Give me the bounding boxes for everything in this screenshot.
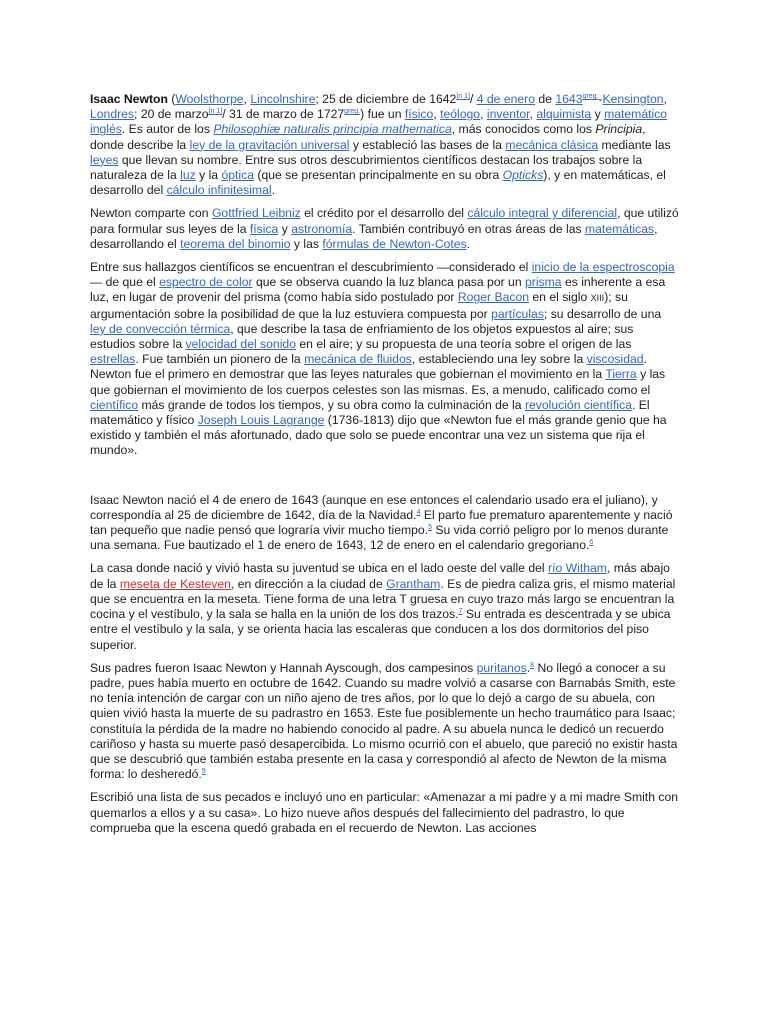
text-run: - <box>598 92 603 106</box>
text-run: . <box>466 236 471 251</box>
text-run: de <box>535 92 556 106</box>
wiki-link[interactable]: Woolsthorpe <box>175 92 244 106</box>
wiki-link[interactable]: viscosidad <box>586 352 644 367</box>
text-run: el crédito por el desarrollo del <box>300 206 468 221</box>
text-run: Isaac Newton nació el 4 de enero de 1643 (aunque en ese entonces el calendario usado era el juliano), y correspondía al 25 de diciembre de 1642, día de la Navidad. <box>90 492 658 522</box>
reference-link[interactable]: greg. <box>344 108 361 116</box>
wiki-link[interactable]: puritanos <box>476 660 527 675</box>
wiki-link[interactable]: partículas <box>491 306 544 321</box>
wiki-link[interactable]: cálculo integral y diferencial <box>467 206 618 221</box>
reference-sup[interactable] <box>582 93 598 100</box>
wiki-link[interactable]: velocidad del sonido <box>185 337 296 352</box>
text-run: Escribió una lista de sus pecados e incluyó uno en particular: «Amenazar a mi padre y a mi madre Smith con quemarlos a ellos y a su casa». Lo hizo nueve años después del fallecimiento del padrastro, lo que comprueba que la escena quedó grabada en el recuerdo de Newton. Las acciones <box>90 790 679 835</box>
text-run: , más conocidos como los <box>451 122 596 137</box>
wiki-link[interactable]: matemáticas <box>585 221 655 236</box>
wiki-link[interactable]: inventor <box>486 107 530 122</box>
text-run: ), y en matemáticas, el desarrollo del <box>90 168 666 198</box>
wiki-link[interactable]: río Witham <box>548 561 607 576</box>
reference-sup[interactable] <box>202 768 206 775</box>
wiki-link[interactable]: ley de convección térmica <box>90 321 231 336</box>
wiki-link[interactable]: Joseph Louis Lagrange <box>197 413 325 428</box>
wiki-link[interactable]: astronomía <box>291 221 353 236</box>
wiki-link[interactable]: Opticks <box>502 168 544 183</box>
text-run: , <box>480 107 487 122</box>
text-run: , <box>243 92 251 106</box>
text-run: Entre sus hallazgos científicos se encuentran el descubrimiento —considerado el <box>90 260 532 275</box>
text-run: . Newton fue el primero en demostrar que las leyes naturales que gobiernan el movimiento en la <box>90 352 647 382</box>
paragraph <box>90 661 680 783</box>
wiki-link[interactable]: Roger Bacon <box>457 290 530 305</box>
wiki-link[interactable]: alquimista <box>536 107 592 122</box>
wiki-link[interactable]: cálculo infinitesimal <box>166 183 272 198</box>
reference-sup[interactable] <box>589 539 593 546</box>
reference-link[interactable]: 5 <box>428 524 432 532</box>
wiki-link[interactable]: Gottfried Leibniz <box>211 206 301 221</box>
wiki-link[interactable]: Philosophiæ naturalis principia mathematica <box>213 122 452 137</box>
text-run: . Fue también un pionero de la <box>135 352 305 367</box>
text-run: y las que gobiernan el movimiento de los cuerpos celestes son las mismas. Es, a menudo, calificado como el <box>90 367 666 397</box>
article-subject: Isaac Newton <box>90 92 168 106</box>
text-run: más grande de todos los tiempos, y su obra como la culminación de la <box>138 397 525 412</box>
missing-article-link[interactable]: meseta de Kesteven <box>119 576 231 591</box>
text-run: Newton comparte con <box>90 206 212 221</box>
text-run: ; 20 de marzo <box>134 107 209 122</box>
text-run: en el siglo <box>529 290 591 305</box>
text-run: , que utilizó para formular sus leyes de la <box>90 206 679 236</box>
wiki-link[interactable]: teorema del binomio <box>180 236 291 251</box>
text-run: (que se presentan principalmente en su obra <box>254 168 503 183</box>
paragraph <box>90 561 680 652</box>
wiki-link[interactable]: 4 de enero <box>476 92 536 106</box>
text-run: ( <box>167 92 176 106</box>
text-run: . <box>526 660 531 675</box>
text-run: / <box>469 92 477 106</box>
wiki-link[interactable]: leyes <box>90 152 119 167</box>
text-run: . <box>271 183 275 198</box>
wiki-link[interactable]: científico <box>90 397 139 412</box>
text-run: Sus padres fueron Isaac Newton y Hannah Ayscough, dos campesinos <box>90 660 477 675</box>
text-run: , en dirección a la ciudad de <box>230 576 387 591</box>
text-run: , <box>529 107 537 122</box>
text-run: que llevan su nombre. Entre sus otros descubrimientos científicos destacan los trabajos sobre la naturaleza de la <box>90 152 643 183</box>
wiki-link[interactable]: Grantham <box>386 576 441 591</box>
italic-text: Principia <box>595 122 643 137</box>
text-run: , más abajo de la <box>90 561 670 591</box>
wiki-link[interactable]: luz <box>180 168 196 183</box>
wiki-link[interactable]: ley de la gravitación universal <box>189 137 350 152</box>
wiki-link[interactable]: Tierra <box>605 367 637 382</box>
reference-sup[interactable] <box>344 108 360 115</box>
paragraph <box>90 493 680 554</box>
reference-link[interactable]: 8 <box>530 661 535 669</box>
reference-sup[interactable] <box>209 108 223 115</box>
paragraph <box>90 790 680 836</box>
text-run: y <box>591 107 605 122</box>
wiki-link[interactable]: mecánica clásica <box>505 137 599 152</box>
text-run: mediante las <box>598 137 671 152</box>
text-run: es inherente a esa luz, en lugar de provenir del prisma (como había sido postulado por <box>90 275 666 305</box>
article-body <box>90 92 680 844</box>
wiki-link[interactable]: 1643 <box>555 92 583 106</box>
text-run: No llegó a conocer a su padre, pues había muerto en octubre de 1642. Cuando su madre volvió a casarse con Barnabás Smith, este no tenía intención de cargar con un niño ajeno de tres años, por lo que lo dejó a cargo de su abuela, con quien vivió hasta la muerte de su padrastro en 1653. Este fue posiblemente un hecho traumático para Isaac; constituía la pérdida de la madre no habiendo conocido al padre. A su abuela nunca le dedicó un recuerdo cariñoso y hasta su muerte pasó desapercibida. Lo mismo ocurrió con el abuelo, que pareció no existir hasta que se descubrió que también estaba presente en la casa y correspondió al afecto de Newton de la misma forma: lo desheredó. <box>90 660 678 782</box>
text-run: El parto fue prematuro aparentemente y nació tan pequeño que nadie pensó que lograría vivir mucho tiempo. <box>90 507 673 538</box>
wiki-link[interactable]: inglés <box>90 122 122 137</box>
text-run: La casa donde nació y vivió hasta su juventud se ubica en el lado oeste del valle del <box>90 561 549 576</box>
text-run: . Es autor de los <box>121 122 214 137</box>
text-run: Su vida corrió peligro por lo menos durante una semana. Fue bautizado el 1 de enero de 1643, 12 de enero en el calendario gregoriano. <box>90 523 669 553</box>
wiki-link[interactable]: inicio de la espectroscopia <box>531 260 675 275</box>
reference-link[interactable]: 7 <box>458 608 463 616</box>
reference-link[interactable]: 9 <box>201 768 206 776</box>
wiki-link[interactable]: Londres <box>90 107 135 122</box>
text-run: , estableciendo una ley sobre la <box>411 352 587 367</box>
wiki-link[interactable]: fórmulas de Newton-Cotes <box>322 236 467 251</box>
small-caps-text: XIII <box>590 293 605 304</box>
wiki-link[interactable]: matemático <box>604 107 668 122</box>
wiki-link[interactable]: físico <box>404 107 434 122</box>
reference-link[interactable]: [n 1] <box>456 92 470 100</box>
text-run: ) fue un <box>360 107 405 122</box>
reference-sup[interactable] <box>456 93 470 100</box>
reference-link[interactable]: 6 <box>589 539 594 547</box>
paragraph <box>90 206 680 252</box>
wiki-link[interactable]: Kensington <box>602 92 664 106</box>
text-run: Su entrada es descentrada y se ubica entre el vestíbulo y la sala, y se orienta hacia las escaleras que conducen a los dos dormitorios del piso superior. <box>90 607 671 652</box>
text-run: en el aire; y su propuesta de una teoría sobre el origen de las <box>295 337 632 352</box>
text-run: — de que el <box>90 275 160 290</box>
text-run: que se observa cuando la luz blanca pasa por un <box>252 275 525 290</box>
text-run: y estableció las bases de la <box>349 137 506 152</box>
text-run: . El matemático y físico <box>90 397 650 428</box>
text-run: y la <box>195 168 222 183</box>
text-run: , <box>433 107 441 122</box>
text-run: , que describe la tasa de enfriamiento de los objetos expuestos al aire; sus estudios sobre la <box>90 321 634 352</box>
text-run: , desarrollando el <box>90 221 658 251</box>
text-run: y <box>278 221 292 236</box>
text-run: ); su argumentación sobre la posibilidad de que la luz estuviera compuesta por <box>90 290 628 321</box>
paragraph <box>90 260 680 459</box>
text-run: (1736-1813) dijo que «Newton fue el más grande genio que ha existido y también el más afortunado, dado que solo se puede encontrar una vez un sistema que rija el mundo». <box>90 413 667 458</box>
text-run: , <box>663 92 667 106</box>
paragraph <box>90 92 680 198</box>
reference-link[interactable]: [n 1] <box>208 108 223 116</box>
wiki-link[interactable]: física <box>249 221 279 236</box>
wiki-link[interactable]: revolución científica <box>524 397 632 412</box>
wiki-link[interactable]: Lincolnshire <box>250 92 316 106</box>
wiki-link[interactable]: estrellas <box>90 352 136 367</box>
text-run: ; 25 de diciembre de 1642 <box>315 92 457 106</box>
text-run: , donde describe la <box>90 122 646 152</box>
text-run: y las <box>290 236 323 251</box>
wiki-link[interactable]: espectro de color <box>159 275 253 290</box>
text-run: . Es de piedra caliza gris, el mismo material que se encuentra en la meseta. Tiene forma de una letra T gruesa en cuyo trazo más largo se encuentran la cocina y el vestíbulo, y la sala se halla en la unión de los dos trazos. <box>90 576 676 622</box>
text-run: ; su desarrollo de una <box>543 306 662 321</box>
reference-link[interactable]: greg. <box>582 92 599 100</box>
wiki-link[interactable]: prisma <box>524 275 562 290</box>
wiki-link[interactable]: teólogo <box>440 107 481 122</box>
text-run: . También contribuyó en otras áreas de las <box>352 221 585 236</box>
wiki-link[interactable]: óptica <box>221 168 254 183</box>
reference-link[interactable]: 4 <box>416 508 421 516</box>
text-run: / 31 de marzo de 1727 <box>222 107 345 122</box>
wiki-link[interactable]: mecánica de fluidos <box>304 352 412 367</box>
